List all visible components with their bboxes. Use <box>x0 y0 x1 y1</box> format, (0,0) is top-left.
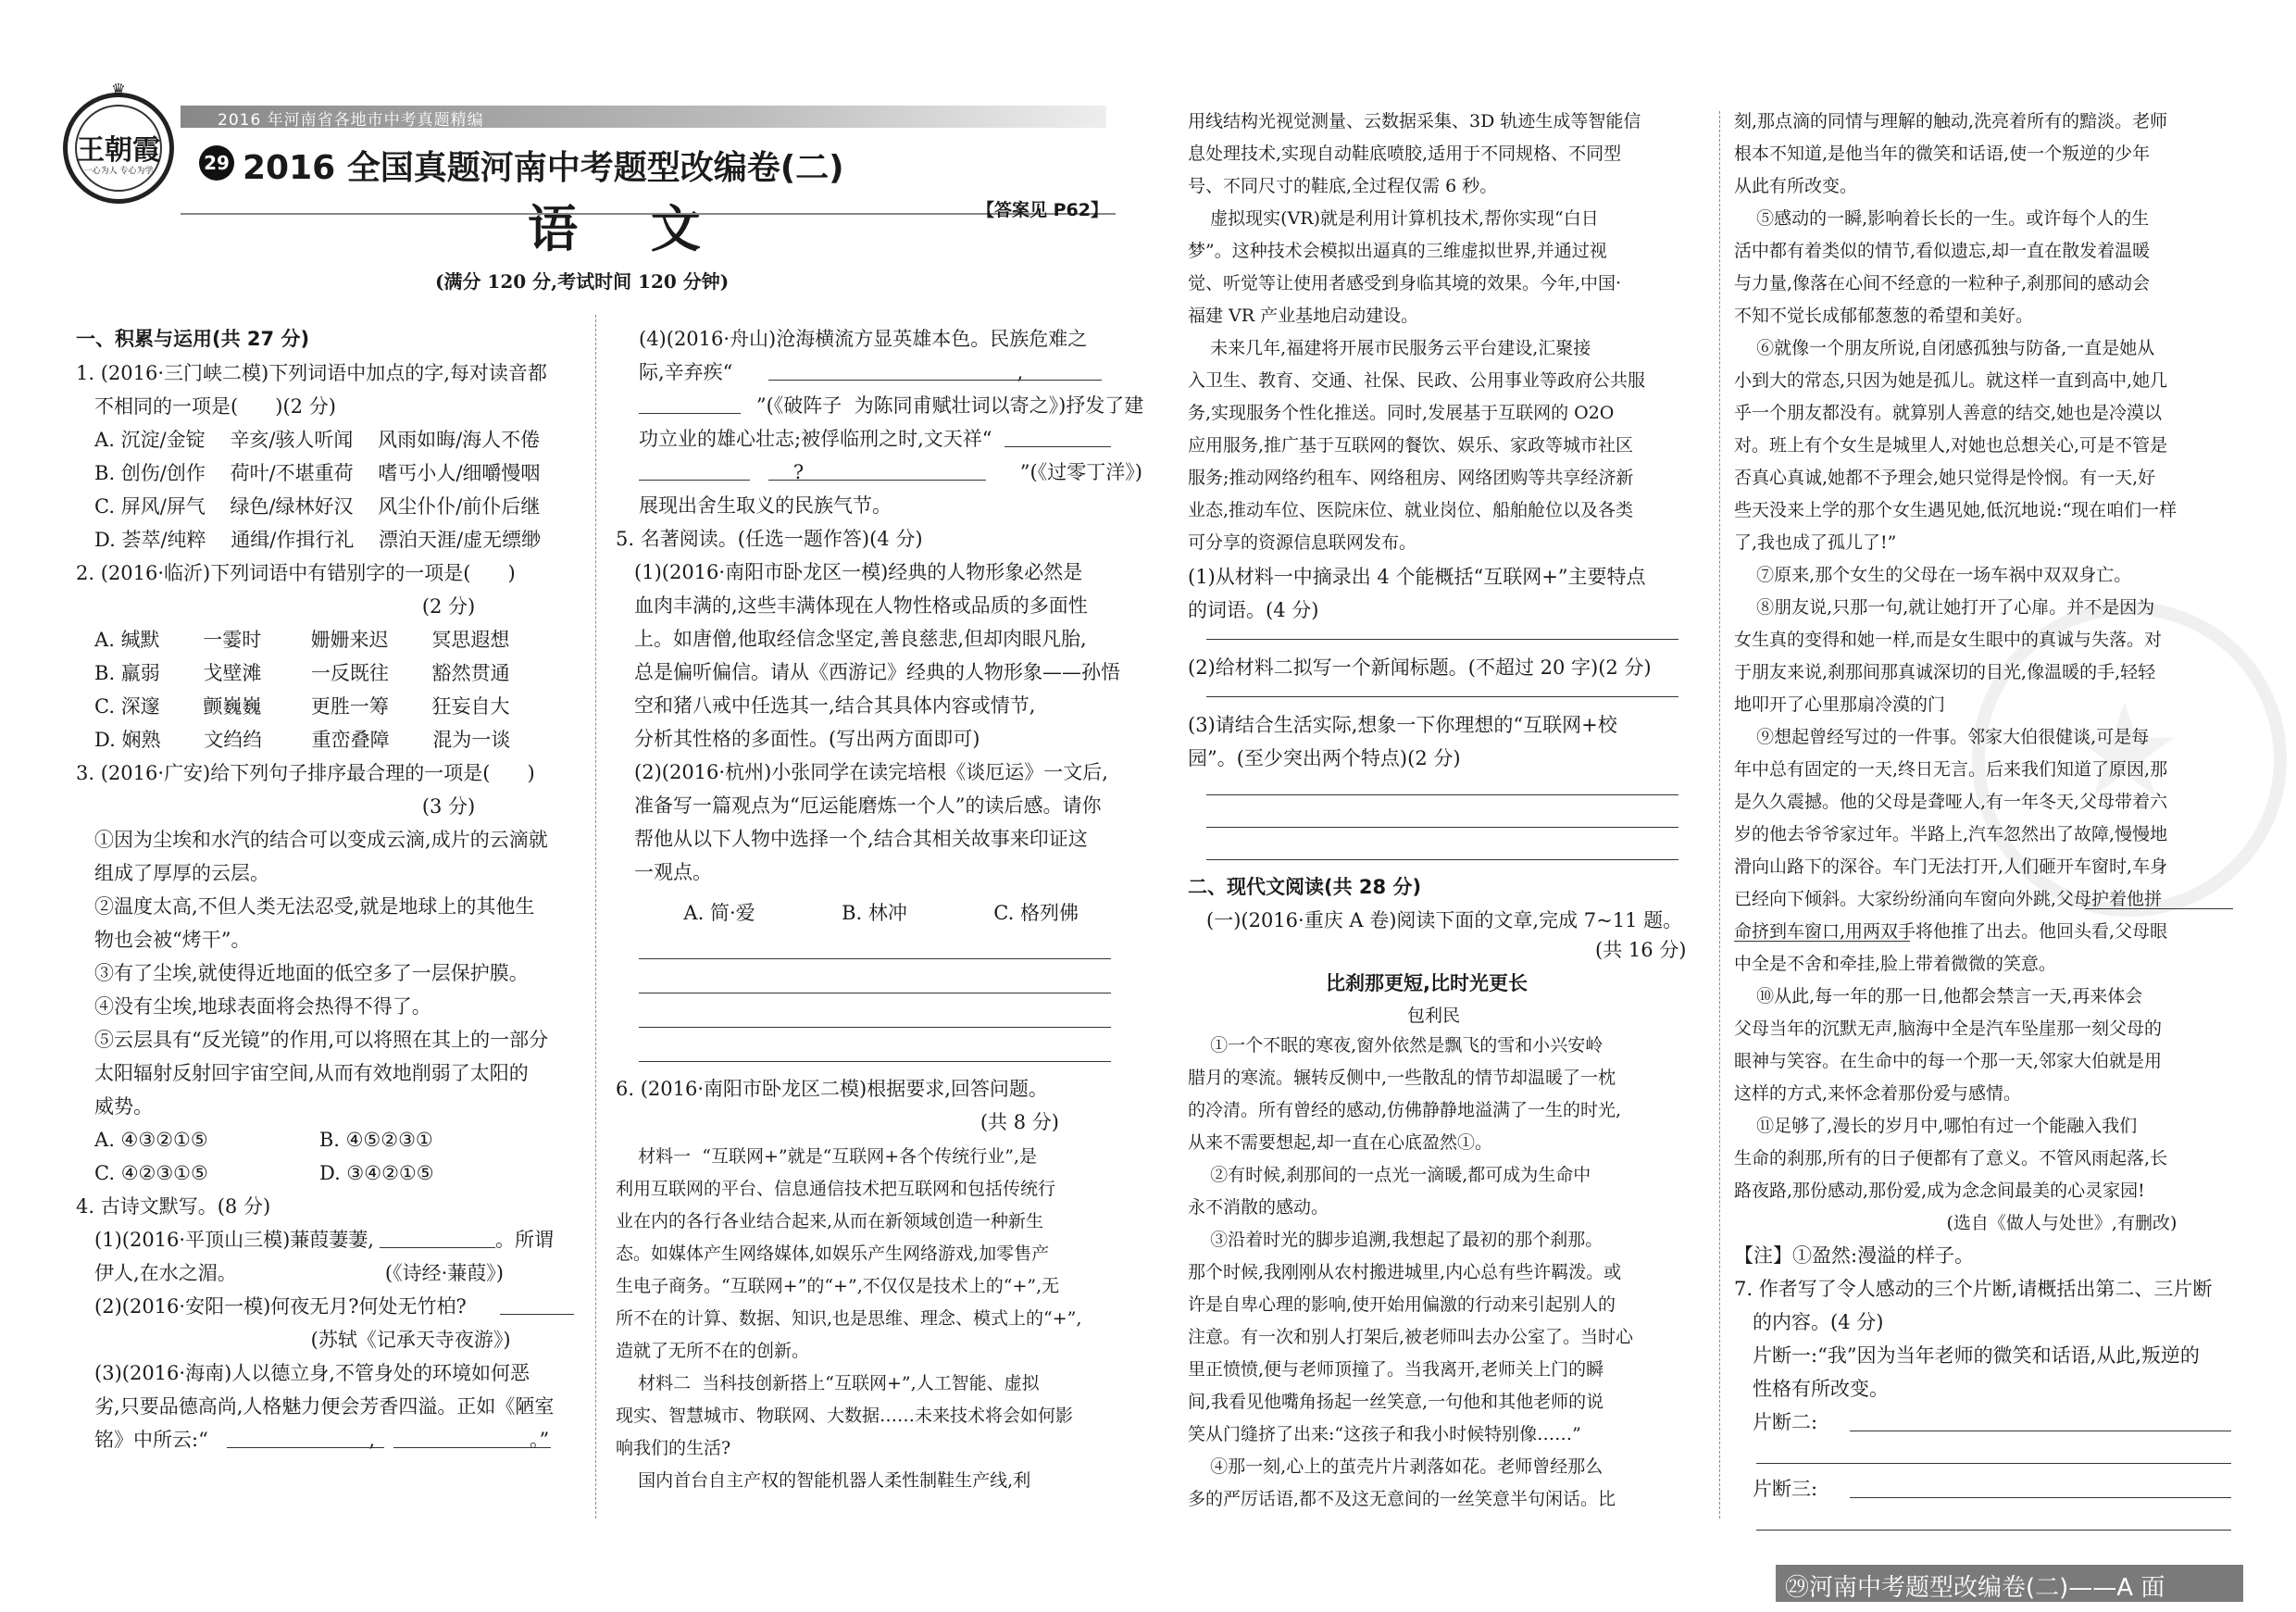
m2-text-10: 务,实现服务个性化推送。同时,发展基于互联网的 O2O <box>1188 403 1615 423</box>
article-p3-l7: 笑从门缝挤了出来:“这孩子和我小时候特别像……” <box>1188 1424 1581 1444</box>
article-p1-l4: 从来不需要想起,却一直在心底盈然①。 <box>1188 1132 1493 1153</box>
article-p9-l7: 命挤到车窗口,用两双手将他推了出去。他回头看,父母眼 <box>1734 921 2168 942</box>
q5-2-l4: 一观点。 <box>616 861 713 883</box>
column-divider-left <box>595 315 596 1518</box>
q6-2-answer-line[interactable] <box>1206 696 1678 697</box>
article-p1-l1: ①一个不眠的寒夜,窗外依然是飘飞的雪和小兴安岭 <box>1188 1035 1603 1056</box>
top-banner <box>181 106 1106 128</box>
footer-text: ㉙河南中考题型改编卷(二)——A 面 <box>1785 1574 2165 1602</box>
article-p11-l3: 路夜路,那份感动,那份爱,成为念念间最美的心灵家园! <box>1734 1181 2145 1201</box>
q4-4-line2: 际,辛弃疾“ , <box>639 361 1024 383</box>
paper-number: 29 <box>204 152 230 174</box>
article-source: (选自《做人与处世》,有删改) <box>1734 1213 2177 1233</box>
article-p6-l7: 了,我也成了孤儿了!” <box>1734 532 1897 553</box>
q4-1-suffix: 。所谓 <box>495 1229 554 1251</box>
article-p8-l4: 地叩开了心里那扇冷漠的门 <box>1734 694 1946 715</box>
m2-text-14: 可分享的资源信息联网发布。 <box>1188 532 1417 553</box>
logo-badge <box>63 93 174 204</box>
m2-text-13: 业态,推动车位、医院床位、就业岗位、船舶舱位以及各类 <box>1188 500 1634 520</box>
q5-2-l2: 准备写一篇观点为“厄运能磨炼一个人”的读后感。请你 <box>616 794 1102 817</box>
material-2-l4: 国内首台自主产权的智能机器人柔性制鞋生产线,利 <box>616 1470 1031 1491</box>
material-1-l7: 造就了无所不在的创新。 <box>616 1341 810 1361</box>
q6-score: (共 8 分) <box>616 1111 1059 1133</box>
q4-1-source: 伊人,在水之湄。 (《诗经·蒹葭》) <box>76 1262 504 1284</box>
q5-1-l6: 分析其性格的多面性。(写出两方面即可) <box>616 728 980 750</box>
article-p5-l3: 与力量,像落在心间不经意的一粒种子,刹那间的感动会 <box>1734 273 2151 294</box>
q3-sentence-1-cont: 组成了厚厚的云层。 <box>76 862 270 884</box>
material-1-l5: 生电子商务。“互联网+”的“+”,不仅仅是技术上的“+”,无 <box>616 1276 1060 1296</box>
q4-2-source: (苏轼《记承天寺夜游》) <box>76 1329 511 1351</box>
article-p4-l2: 多的严厉话语,都不及这无意间的一丝笑意半句闲话。比 <box>1188 1489 1616 1509</box>
article-p6-l1: ⑥就像一个朋友所说,自闭感孤独与防备,一直是她从 <box>1734 338 2155 358</box>
article-p9-l4: 岁的他去爷爷家过年。半路上,汽车忽然出了故障,慢慢地 <box>1734 824 2168 844</box>
q3-sentence-4: ④没有尘埃,地球表面将会热得不得了。 <box>76 995 431 1018</box>
q5-1: (1)(2016·南阳市卧龙区一模)经典的人物形象必然是 <box>616 561 1083 583</box>
q7-fragment-1: 片断一:“我”因为当年老师的微笑和话语,从此,叛逆的 <box>1734 1344 2200 1367</box>
q7-fragment-2-line-2[interactable] <box>1756 1463 2231 1464</box>
q5-answer-line-4[interactable] <box>639 1061 1111 1062</box>
article-p2-l1: ②有时候,刹那间的一点光一滴暖,都可成为生命中 <box>1188 1165 1591 1185</box>
q6-2: (2)给材料二拟写一个新闻标题。(不超过 20 字)(2 分) <box>1188 656 1652 679</box>
q4-4-blank-2[interactable] <box>639 413 741 414</box>
q3-sentence-5-cont: 太阳辐射反射回宇宙空间,从而有效地削弱了太阳的 <box>76 1062 529 1084</box>
material-1-l6: 所不在的计算、数据、知识,也是思维、理念、模式上的“+”, <box>616 1308 1082 1329</box>
article-p10-l2: 父母当年的沉默无声,脑海中全是汽车坠崖那一刻父母的 <box>1734 1018 2163 1039</box>
article-p3-l6: 间,我看见他嘴角扬起一丝笑意,一句他和其他老师的说 <box>1188 1392 1604 1412</box>
m2-text-9: 入卫生、教育、交通、社保、民政、公用事业等政府公共服 <box>1188 370 1646 391</box>
material-1-l4: 态。如媒体产生网络媒体,如娱乐产生网络游戏,加零售产 <box>616 1243 1050 1264</box>
article-p3-l3: 许是自卑心理的影响,使开始用偏激的行动来引起别人的 <box>1188 1294 1616 1315</box>
article-p5-l2: 活中都有着类似的情节,看似遗忘,却一直在散发着温暖 <box>1734 241 2151 261</box>
q6-3-cont: 园”。(至少突出两个特点)(2 分) <box>1188 747 1461 769</box>
article-p11-l1: ⑪足够了,漫长的岁月中,哪怕有过一个能融入我们 <box>1734 1116 2138 1136</box>
article-p9-l8: 中全是不舍和牵挂,脸上带着微微的笑意。 <box>1734 954 2057 974</box>
article-c4-l2: 根本不知道,是他当年的微笑和话语,使一个叛逆的少年 <box>1734 144 2151 164</box>
q6-1-answer-line[interactable] <box>1206 639 1678 640</box>
q5-2: (2)(2016·杭州)小张同学在读完培根《谈厄运》一文后, <box>616 761 1108 783</box>
q3-sentence-1: ①因为尘埃和水汽的结合可以变成云滴,成片的云滴就 <box>76 829 548 851</box>
q4-3-blank-1[interactable] <box>227 1447 384 1448</box>
q5-stem: 5. 名著阅读。(任选一题作答)(4 分) <box>616 528 923 550</box>
q4-stem: 4. 古诗文默写。(8 分) <box>76 1195 271 1218</box>
q5-2-l3: 帮他从以下人物中选择一个,结合其相关故事来印证这 <box>616 828 1088 850</box>
q5-answer-line-1[interactable] <box>639 958 1111 959</box>
q7-fragment-3-label: 片断三: <box>1734 1478 1818 1500</box>
q2-score: (2 分) <box>76 595 476 618</box>
q1-option-d: D. 荟萃/纯粹 通缉/作揖行礼 漂泊天涯/虚无缥缈 <box>76 529 542 551</box>
article-p8-l1: ⑧朋友说,只那一句,就让她打开了心扉。并不是因为 <box>1734 597 2155 618</box>
q4-1: (1)(2016·平顶山三模)蒹葭萋萋, <box>76 1229 374 1251</box>
q3-score: (3 分) <box>76 795 476 818</box>
q5-1-l4: 总是偏听偏信。请从《西游记》经典的人物形象——孙悟 <box>616 661 1121 683</box>
q6-3: (3)请结合生活实际,想象一下你理想的“互联网+校 <box>1188 714 1617 736</box>
footnote: 【注】①盈然:漫溢的样子。 <box>1734 1244 1975 1267</box>
article-p6-l4: 对。班上有个女生是城里人,对她也总想关心,可是不管是 <box>1734 435 2168 456</box>
watermark-star-icon: ★ <box>2066 676 2183 827</box>
article-p1-l2: 腊月的寒流。辗转反侧中,一些散乱的情节却温暖了一枕 <box>1188 1068 1616 1088</box>
article-p6-l3: 乎一个朋友都没有。就算别人善意的结交,她也是冷漠以 <box>1734 403 2163 423</box>
q4-4-line5: ? ”(《过零丁洋》) <box>639 461 1142 483</box>
article-p9-l6: 已经向下倾斜。大家纷纷涌向车窗向外跳,父母护着他拼 <box>1734 889 2163 909</box>
logo-text: 王朝霞 <box>77 134 160 167</box>
q4-2: (2)(2016·安阳一模)何夜无月?何处无竹柏? <box>76 1295 467 1318</box>
article-p6-l6: 些天没来上学的那个女生遇见她,低沉地说:“现在咱们一样 <box>1734 500 2177 520</box>
q3-stem: 3. (2016·广安)给下列句子排序最合理的一项是( ) <box>76 762 535 784</box>
q4-3: (3)(2016·海南)人以德立身,不管身处的环境如何恶 <box>76 1362 530 1384</box>
q1-option-b: B. 创伤/创作 荷叶/不堪重荷 嗜丐小人/细嚼慢咽 <box>76 462 541 484</box>
q2-stem: 2. (2016·临沂)下列词语中有错别字的一项是( ) <box>76 562 516 584</box>
q5-answer-line-3[interactable] <box>639 1027 1111 1028</box>
m2-text-8: 未来几年,福建将开展市民服务云平台建设,汇聚接 <box>1188 338 1591 358</box>
m2-text-1: 用线结构光视觉测量、云数据采集、3D 轨迹生成等智能信 <box>1188 111 1641 131</box>
q4-4-blank-1[interactable] <box>768 380 1102 381</box>
logo-crown-icon: ♛ <box>110 81 127 100</box>
article-p9-l3: 是久久震撼。他的父母是聋哑人,有一年冬天,父母带着六 <box>1734 792 2168 812</box>
article-p9-l5: 滑向山路下的深谷。车门无法打开,人们砸开车窗时,车身 <box>1734 856 2168 877</box>
q1-stem-cont: 不相同的一项是( )(2 分) <box>76 395 336 418</box>
q7-stem-cont: 的内容。(4 分) <box>1734 1311 1884 1333</box>
article-c4-l1: 刻,那点滴的同情与理解的触动,洗亮着所有的黯淡。老师 <box>1734 111 2168 131</box>
article-author: 包利民 <box>1407 1006 1461 1026</box>
material-2-l3: 响我们的生活? <box>616 1438 731 1458</box>
q2-option-b: B. 羸弱 戈壁滩 一反既往 豁然贯通 <box>76 662 510 684</box>
q6-3-answer-line-3[interactable] <box>1206 859 1678 860</box>
q3-options-cd: C. ④②③①⑤ D. ③④②①⑤ <box>76 1162 434 1184</box>
q3-sentence-5: ⑤云层具有“反光镜”的作用,可以将照在其上的一部分 <box>76 1029 549 1051</box>
underline-mark-2 <box>1734 941 1910 942</box>
article-p8-l3: 于朋友来说,刹那间那真诚深切的目光,像温暖的手,轻轻 <box>1734 662 2156 682</box>
q3-sentence-2: ②温度太高,不但人类无法忍受,就是地球上的其他生 <box>76 895 535 918</box>
article-p1-l3: 的冷清。所有曾经的感动,仿佛静静地溢满了一生的时光, <box>1188 1100 1622 1120</box>
q3-sentence-2-cont: 物也会被“烤干”。 <box>76 929 251 951</box>
article-p3-l5: 里正愤愤,便与老师顶撞了。当我离开,老师关上门的瞬 <box>1188 1359 1604 1380</box>
article-p8-l2: 女生真的变得和她一样,而是女生眼中的真诚与失落。对 <box>1734 630 2163 650</box>
article-p10-l1: ⑩从此,每一年的那一日,他都会禁言一天,再来体会 <box>1734 986 2143 1006</box>
article-p3-l4: 注意。有一次和别人打架后,被老师叫去办公室了。当时心 <box>1188 1327 1634 1347</box>
q3-sentence-5-end: 威势。 <box>76 1095 154 1118</box>
q4-4: (4)(2016·舟山)沧海横流方显英雄本色。民族危难之 <box>639 328 1088 350</box>
q1-option-c: C. 屏风/屏气 绿色/绿林好汉 风尘仆仆/前仆后继 <box>76 495 541 518</box>
material-1-l2: 利用互联网的平台、信息通信技术把互联网和包括传统行 <box>616 1179 1056 1199</box>
material-1-l3: 业在内的各行各业结合起来,从而在新领域创造一种新生 <box>616 1211 1044 1231</box>
article-p4-l1: ④那一刻,心上的茧壳片片剥落如花。老师曾经那么 <box>1188 1456 1603 1477</box>
m2-text-7: 福建 VR 产业基地启动建设。 <box>1188 306 1419 326</box>
column-divider-right <box>1719 111 1720 1518</box>
title-underline <box>181 213 1116 215</box>
q7-fragment-3-line-1[interactable] <box>1850 1497 2231 1498</box>
q7-fragment-1-cont: 性格有所改变。 <box>1734 1378 1890 1400</box>
q4-4-blank-5[interactable] <box>768 480 986 481</box>
score-info: (满分 120 分,考试时间 120 分钟) <box>435 270 730 293</box>
article-p7: ⑦原来,那个女生的父母在一场车祸中双双身亡。 <box>1734 565 2132 585</box>
q7-stem: 7. 作者写了令人感动的三个片断,请概括出第二、三片断 <box>1734 1278 2213 1300</box>
q5-2-options: A. 简·爱 B. 林冲 C. 格列佛 <box>616 902 1079 924</box>
q3-options-ab: A. ④③②①⑤ B. ④⑤②③① <box>76 1129 433 1151</box>
m2-text-3: 号、不同尺寸的鞋底,全过程仅需 6 秒。 <box>1188 176 1498 196</box>
q4-4-line3: ”(《破阵子 为陈同甫赋壮词以寄之》)抒发了建 <box>639 394 1144 417</box>
q4-3-blank-2[interactable] <box>393 1447 551 1448</box>
paper-number-badge <box>199 145 234 181</box>
article-p9-l1: ⑨想起曾经写过的一件事。邻家大伯很健谈,可是每 <box>1734 727 2150 747</box>
q4-4-blank-4[interactable] <box>639 480 750 481</box>
q6-3-answer-line-1[interactable] <box>1206 794 1678 795</box>
paper-title: 2016 全国真题河南中考题型改编卷(二) <box>243 149 844 187</box>
article-p5-l1: ⑤感动的一瞬,影响着长长的一生。或许每个人的生 <box>1734 208 2150 229</box>
article-p3-l2: 那个时候,我刚刚从农村搬进城里,内心总有些许羁泼。或 <box>1188 1262 1622 1282</box>
m2-text-2: 息处理技术,实现自动鞋底喷胶,适用于不同规格、不同型 <box>1188 144 1622 164</box>
article-p6-l2: 小到大的常态,只因为她是孤儿。就这样一直到高中,她几 <box>1734 370 2168 391</box>
section-heading-1: 一、积累与运用(共 27 分) <box>76 328 310 350</box>
q1-option-a: A. 沉淀/金锭 辛亥/骇人听闻 风雨如晦/海人不倦 <box>76 429 541 451</box>
q7-fragment-2-label: 片断二: <box>1734 1411 1818 1433</box>
m2-text-11: 应用服务,推广基于互联网的餐饮、娱乐、家政等城市社区 <box>1188 435 1634 456</box>
q4-3-cont: 劣,只要品德高尚,人格魅力便会芳香四溢。正如《陋室 <box>76 1395 555 1418</box>
m2-text-12: 服务;推动网络约租车、网络租房、网络团购等共享经济新 <box>1188 468 1634 488</box>
reading-score: (共 16 分) <box>1595 939 1687 961</box>
m2-text-6: 觉、听觉等让使用者感受到身临其境的效果。今年,中国· <box>1188 273 1622 294</box>
q4-4-line6: 展现出舍生取义的民族气节。 <box>639 494 892 517</box>
q5-1-l2: 血肉丰满的,这些丰满体现在人物性格或品质的多面性 <box>616 594 1088 617</box>
logo-slogan: 一心为人 专心为学 <box>83 167 154 176</box>
q4-2-blank[interactable] <box>500 1314 574 1315</box>
q6-1: (1)从材料一中摘录出 4 个能概括“互联网+”主要特点 <box>1188 566 1646 588</box>
q3-sentence-3: ③有了尘埃,就使得近地面的低空多了一层保护膜。 <box>76 962 529 984</box>
q2-option-c: C. 深邃 颤巍巍 更胜一筹 狂妄自大 <box>76 695 510 718</box>
q4-4-line4: 功立业的雄心壮志;被俘临刑之时,文天祥“ <box>639 428 992 450</box>
article-p6-l5: 否真心真诚,她都不予理会,她只觉得是怜悯。有一天,好 <box>1734 468 2156 488</box>
material-1-l1: 材料一 “互联网+”就是“互联网+各个传统行业”,是 <box>616 1146 1037 1167</box>
material-2-l1: 材料二 当科技创新搭上“互联网+”,人工智能、虚拟 <box>616 1373 1040 1393</box>
q4-4-blank-3[interactable] <box>1004 446 1111 447</box>
q6-1-cont: 的词语。(4 分) <box>1188 599 1319 621</box>
article-p10-l4: 这样的方式,来怀念着那份爱与感情。 <box>1734 1083 2022 1104</box>
article-title: 比刹那更短,比时光更长 <box>1326 972 1528 994</box>
m2-text-5: 梦”。这种技术会模拟出逼真的三维虚拟世界,并通过视 <box>1188 241 1607 261</box>
article-p3-l1: ③沿着时光的脚步追溯,我想起了最初的那个刹那。 <box>1188 1230 1603 1250</box>
q2-option-a: A. 缄默 一霎时 姗姗来迟 冥思遐想 <box>76 629 510 651</box>
q5-1-l5: 空和猪八戒中任选其一,结合其具体内容或情节, <box>616 694 1036 717</box>
subject-title: 语 文 <box>528 200 729 258</box>
q5-1-l3: 上。如唐僧,他取经信念坚定,善良慈悲,但却肉眼凡胎, <box>616 628 1087 650</box>
q4-3-end: 铭》中所云:“ , 。” <box>76 1429 550 1451</box>
article-p11-l2: 生命的刹那,所有的日子便都有了意义。不管风雨起落,长 <box>1734 1148 2168 1168</box>
q2-option-d: D. 娴熟 文绉绉 重峦叠障 混为一谈 <box>76 729 511 751</box>
q7-fragment-3-line-2[interactable] <box>1756 1530 2231 1531</box>
banner-text: 2016 年河南省各地市中考真题精编 <box>218 111 484 130</box>
section-heading-2: 二、现代文阅读(共 28 分) <box>1188 876 1422 898</box>
article-p9-l2: 年中总有固定的一天,终日无言。后来我们知道了原因,那 <box>1734 759 2168 780</box>
article-p5-l4: 不知不觉长成郁郁葱葱的希望和美好。 <box>1734 306 2034 326</box>
q6-stem: 6. (2016·南阳市卧龙区二模)根据要求,回答问题。 <box>616 1078 1048 1100</box>
article-p10-l3: 眼神与笑容。在生命中的每一个那一天,邻家大伯就是用 <box>1734 1051 2163 1071</box>
article-c4-l3: 从此有所改变。 <box>1734 176 1858 196</box>
m2-text-4: 虚拟现实(VR)就是利用计算机技术,帮你实现“白日 <box>1188 208 1599 229</box>
answer-reference: 【答案见 P62】 <box>977 200 1108 220</box>
reading-intro: (一)(2016·重庆 A 卷)阅读下面的文章,完成 7~11 题。 <box>1206 909 1683 931</box>
material-2-l2: 现实、智慧城市、物联网、大数据……未来技术将会如何影 <box>616 1406 1074 1426</box>
footer-bar <box>1776 1565 2243 1602</box>
q6-3-answer-line-2[interactable] <box>1206 827 1678 828</box>
article-p2-l2: 永不消散的感动。 <box>1188 1197 1329 1218</box>
q1-stem: 1. (2016·三门峡二模)下列词语中加点的字,每对读音都 <box>76 362 547 384</box>
q4-1-blank[interactable] <box>380 1247 495 1248</box>
